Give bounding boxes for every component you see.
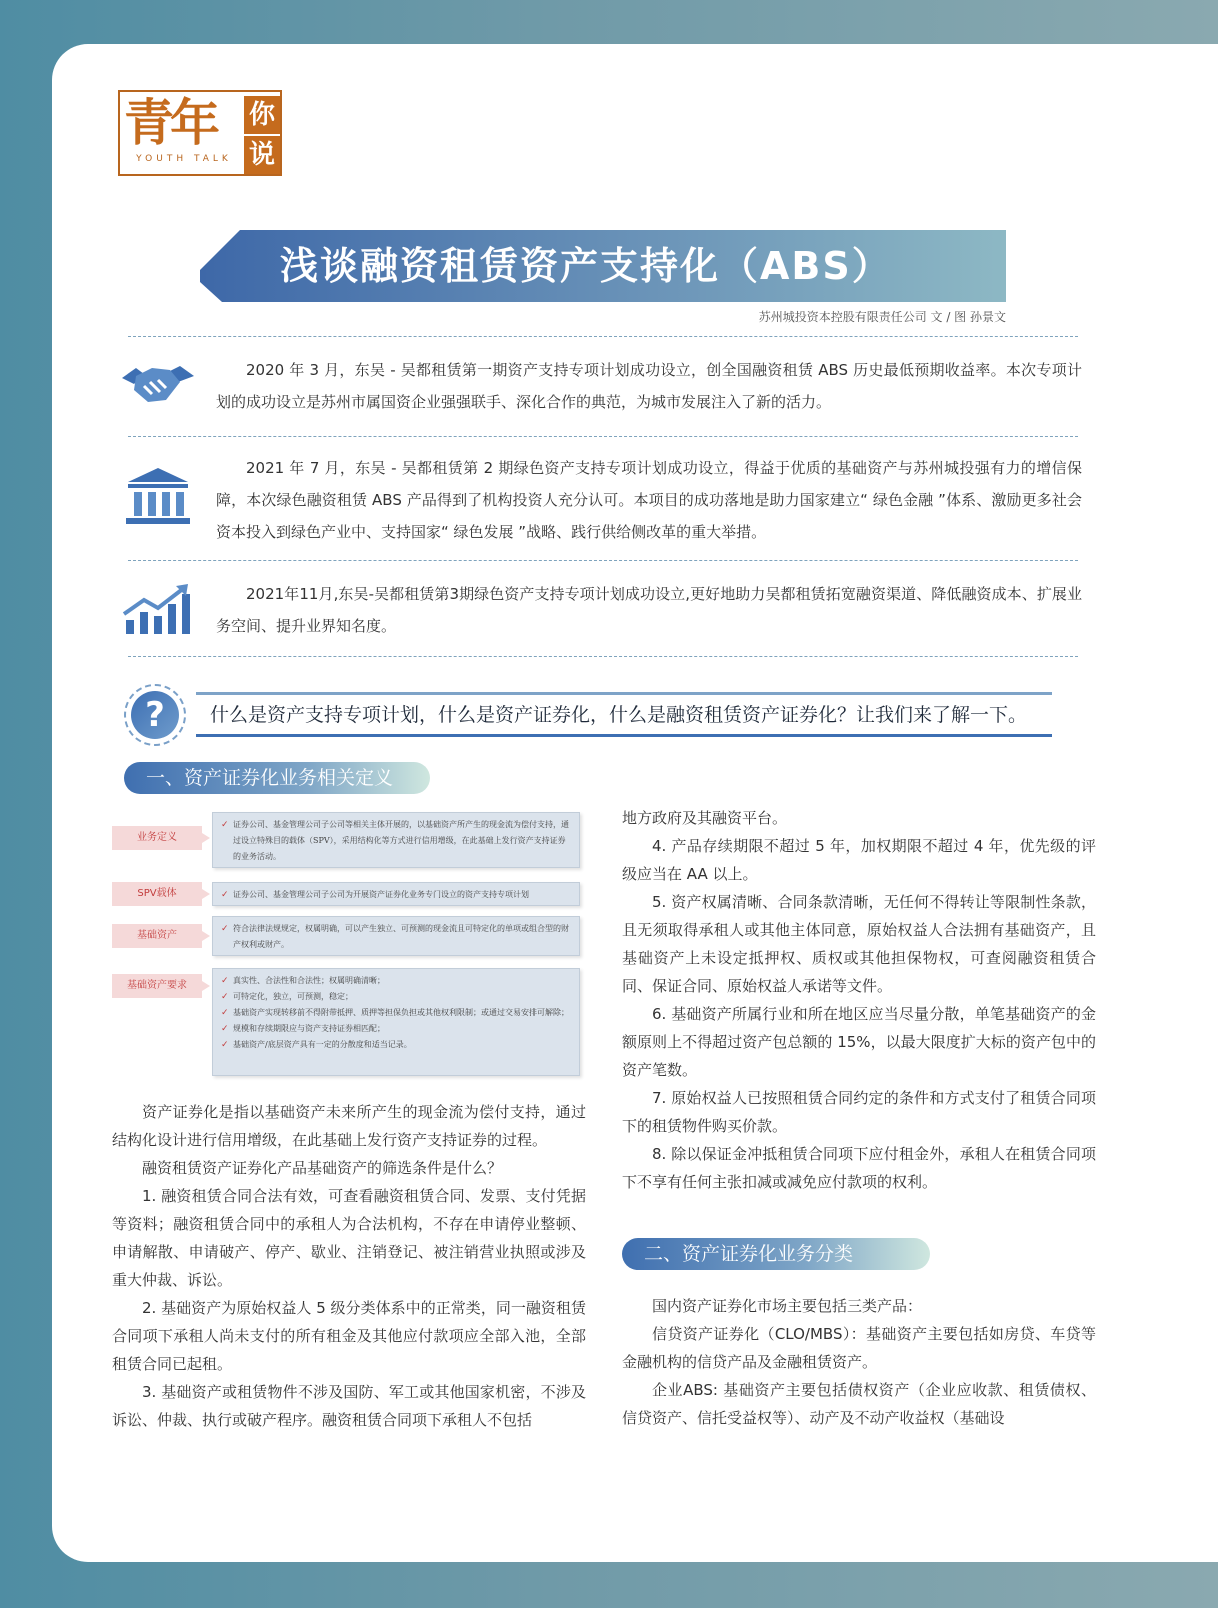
- section-2-heading: 二、资产证券化业务分类: [622, 1238, 930, 1270]
- paragraph: 融资租赁资产证券化产品基础资产的筛选条件是什么？: [142, 1159, 503, 1177]
- logo-ni-box: 你: [244, 96, 280, 134]
- question-icon: ?: [124, 684, 186, 746]
- youth-talk-logo: [118, 90, 282, 176]
- paragraph: 国内资产证券化市场主要包括三类产品：: [652, 1297, 923, 1315]
- def-text: 符合法律法规规定，权属明确，可以产生独立、可预测的现金流且可特定化的单项或组合型的财产权利或财产。: [233, 924, 569, 949]
- banner-corner: [200, 282, 222, 302]
- def-label: 基础资产: [112, 924, 202, 948]
- divider: [128, 436, 1078, 437]
- byline: 苏州城投资本控股有限责任公司 文 / 图 孙景文: [758, 310, 1006, 324]
- paragraph: 地方政府及其融资平台。: [622, 809, 788, 827]
- def-label: SPV载体: [112, 882, 202, 906]
- logo-main-text: 青年: [124, 93, 216, 152]
- def-text: 基础资产实现转移前不得附带抵押、质押等担保负担或其他权利限制；或通过交易安排可解除；: [233, 1008, 569, 1017]
- def-text: 证券公司、基金管理公司子公司等相关主体开展的，以基础资产所产生的现金流为偿付支持，通过设立特殊目的载体（SPV），采用结构化等方式进行信用增级，在此基础上发行资产支持证券的业务活动。: [233, 820, 569, 861]
- question-rule-bottom: [196, 734, 1052, 737]
- article-title: 浅谈融资租赁资产支持化（ABS）: [280, 244, 892, 288]
- def-label: 业务定义: [112, 826, 202, 850]
- intro-paragraph-1: 2020 年 3 月，东吴 - 吴都租赁第一期资产支持专项计划成功设立，创全国融资租赁 ABS 历史最低预期收益率。本次专项计划的成功设立是苏州市属国资企业强强联手、深化合作的典范，为城市发展注入了新的活力。: [216, 361, 1082, 411]
- paragraph: 2. 基础资产为原始权益人 5 级分类体系中的正常类，同一融资租赁合同项下承租人尚未支付的所有租金及其他应付款项应全部入池，全部租赁合同已起租。: [112, 1299, 586, 1373]
- divider: [128, 656, 1078, 657]
- def-text: 基础资产/底层资产具有一定的分散度和适当记录。: [233, 1040, 412, 1049]
- def-text: 证券公司、基金管理公司子公司为开展资产证券化业务专门设立的资产支持专项计划: [233, 890, 529, 899]
- question-text: 什么是资产支持专项计划，什么是资产证券化，什么是融资租赁资产证券化？让我们来了解一下。: [210, 704, 1028, 726]
- def-label: 基础资产要求: [112, 974, 202, 998]
- left-column: [112, 1098, 586, 1434]
- divider: [128, 560, 1078, 561]
- paragraph: 信贷资产证券化（CLO/MBS）：基础资产主要包括如房贷、车贷等金融机构的信贷产品及金融租赁资产。: [622, 1325, 1096, 1371]
- paragraph: 资产证券化是指以基础资产未来所产生的现金流为偿付支持，通过结构化设计进行信用增级，在此基础上发行资产支持证券的过程。: [112, 1103, 586, 1149]
- paragraph: 4. 产品存续期限不超过 5 年，加权期限不超过 4 年，优先级的评级应当在 AA 以上。: [622, 837, 1096, 883]
- logo-english: YOUTH TALK: [136, 154, 232, 164]
- paragraph: 7. 原始权益人已按照租赁合同约定的条件和方式支付了租赁合同项下的租赁物件购买价款。: [622, 1089, 1096, 1135]
- def-box: ✓ 符合法律法规规定，权属明确，可以产生独立、可预测的现金流且可特定化的单项或组合型的财产权利或财产。: [212, 916, 580, 956]
- paragraph: 8. 除以保证金冲抵租赁合同项下应付租金外，承租人在租赁合同项下不享有任何主张扣减或减免应付款项的权利。: [622, 1145, 1096, 1191]
- right-column: [622, 804, 1096, 1196]
- question-rule-top: [196, 692, 1052, 695]
- bank-building-icon: [118, 464, 198, 534]
- paragraph: 6. 基础资产所属行业和所在地区应当尽量分散，单笔基础资产的金额原则上不得超过资产包总额的 15%，以最大限度扩大标的资产包中的资产笔数。: [622, 1005, 1096, 1079]
- paragraph: 5. 资产权属清晰、合同条款清晰，无任何不得转让等限制性条款，且无须取得承租人或其他主体同意，原始权益人合法拥有基础资产，且基础资产上未设定抵押权、质权或其他担保物权，可查阅融资租赁合同、保证合同、原始权益人承诺等文件。: [622, 893, 1096, 995]
- paragraph: 企业ABS: 基础资产主要包括债权资产（企业应收款、租赁债权、信贷资产、信托受益权等）、动产及不动产收益权（基础设: [622, 1381, 1096, 1427]
- paragraph: 3. 基础资产或租赁物件不涉及国防、军工或其他国家机密，不涉及诉讼、仲裁、执行或破产程序。融资租赁合同项下承租人不包括: [112, 1383, 586, 1429]
- def-box: ✓ 真实性、合法性和合法性；权属明确清晰； ✓ 可特定化，独立，可预测，稳定； ✓ 基础资产实现转移前不得附带抵押、质押等担保负担或其他权利限制；或通过交易安排可解除； ✓ 规模和存续期限应与资产支持证券相匹配； ✓ 基础资产/底层资产具有一定的分散度和适当记录。: [212, 968, 580, 1076]
- def-text: 可特定化，独立，可预测，稳定；: [233, 992, 353, 1001]
- intro-paragraph-3: 2021年11月,东吴-吴都租赁第3期绿色资产支持专项计划成功设立,更好地助力吴都租赁拓宽融资渠道、降低融资成本、扩展业务空间、提升业界知名度。: [216, 585, 1082, 635]
- intro-paragraph-2: 2021 年 7 月，东吴 - 吴都租赁第 2 期绿色资产支持专项计划成功设立，得益于优质的基础资产与苏州城投强有力的增信保障，本次绿色融资租赁 ABS 产品得到了机构投资人充分认可。本项目的成功落地是助力国家建立“ 绿色金融 ”体系、激励更多社会资本投入到绿色产业中、支持国家“ 绿色发展 ”战略、践行供给侧改革的重大举措。: [216, 459, 1082, 541]
- def-box: ✓ 证券公司、基金管理公司子公司为开展资产证券化业务专门设立的资产支持专项计划: [212, 882, 580, 906]
- logo-shuo-box: 说: [244, 136, 280, 174]
- def-box: ✓ 证券公司、基金管理公司子公司等相关主体开展的，以基础资产所产生的现金流为偿付支持，通过设立特殊目的载体（SPV），采用结构化等方式进行信用增级，在此基础上发行资产支持证券的业务活动。: [212, 812, 580, 868]
- growth-chart-icon: [118, 580, 198, 650]
- def-text: 规模和存续期限应与资产支持证券相匹配；: [233, 1024, 385, 1033]
- definition-table: [112, 812, 586, 1088]
- def-text: 真实性、合法性和合法性；权属明确清晰；: [233, 976, 385, 985]
- paragraph: 1. 融资租赁合同合法有效，可查看融资租赁合同、发票、支付凭据等资料；融资租赁合同中的承租人为合法机构，不存在申请停业整顿、申请解散、申请破产、停产、歇业、注销登记、被注销营业执照或涉及重大仲裁、诉讼。: [112, 1187, 586, 1289]
- handshake-icon: [118, 356, 198, 426]
- section-1-heading: 一、资产证券化业务相关定义: [124, 762, 430, 794]
- right-column-section2: [622, 1292, 1096, 1432]
- divider: [128, 336, 1078, 337]
